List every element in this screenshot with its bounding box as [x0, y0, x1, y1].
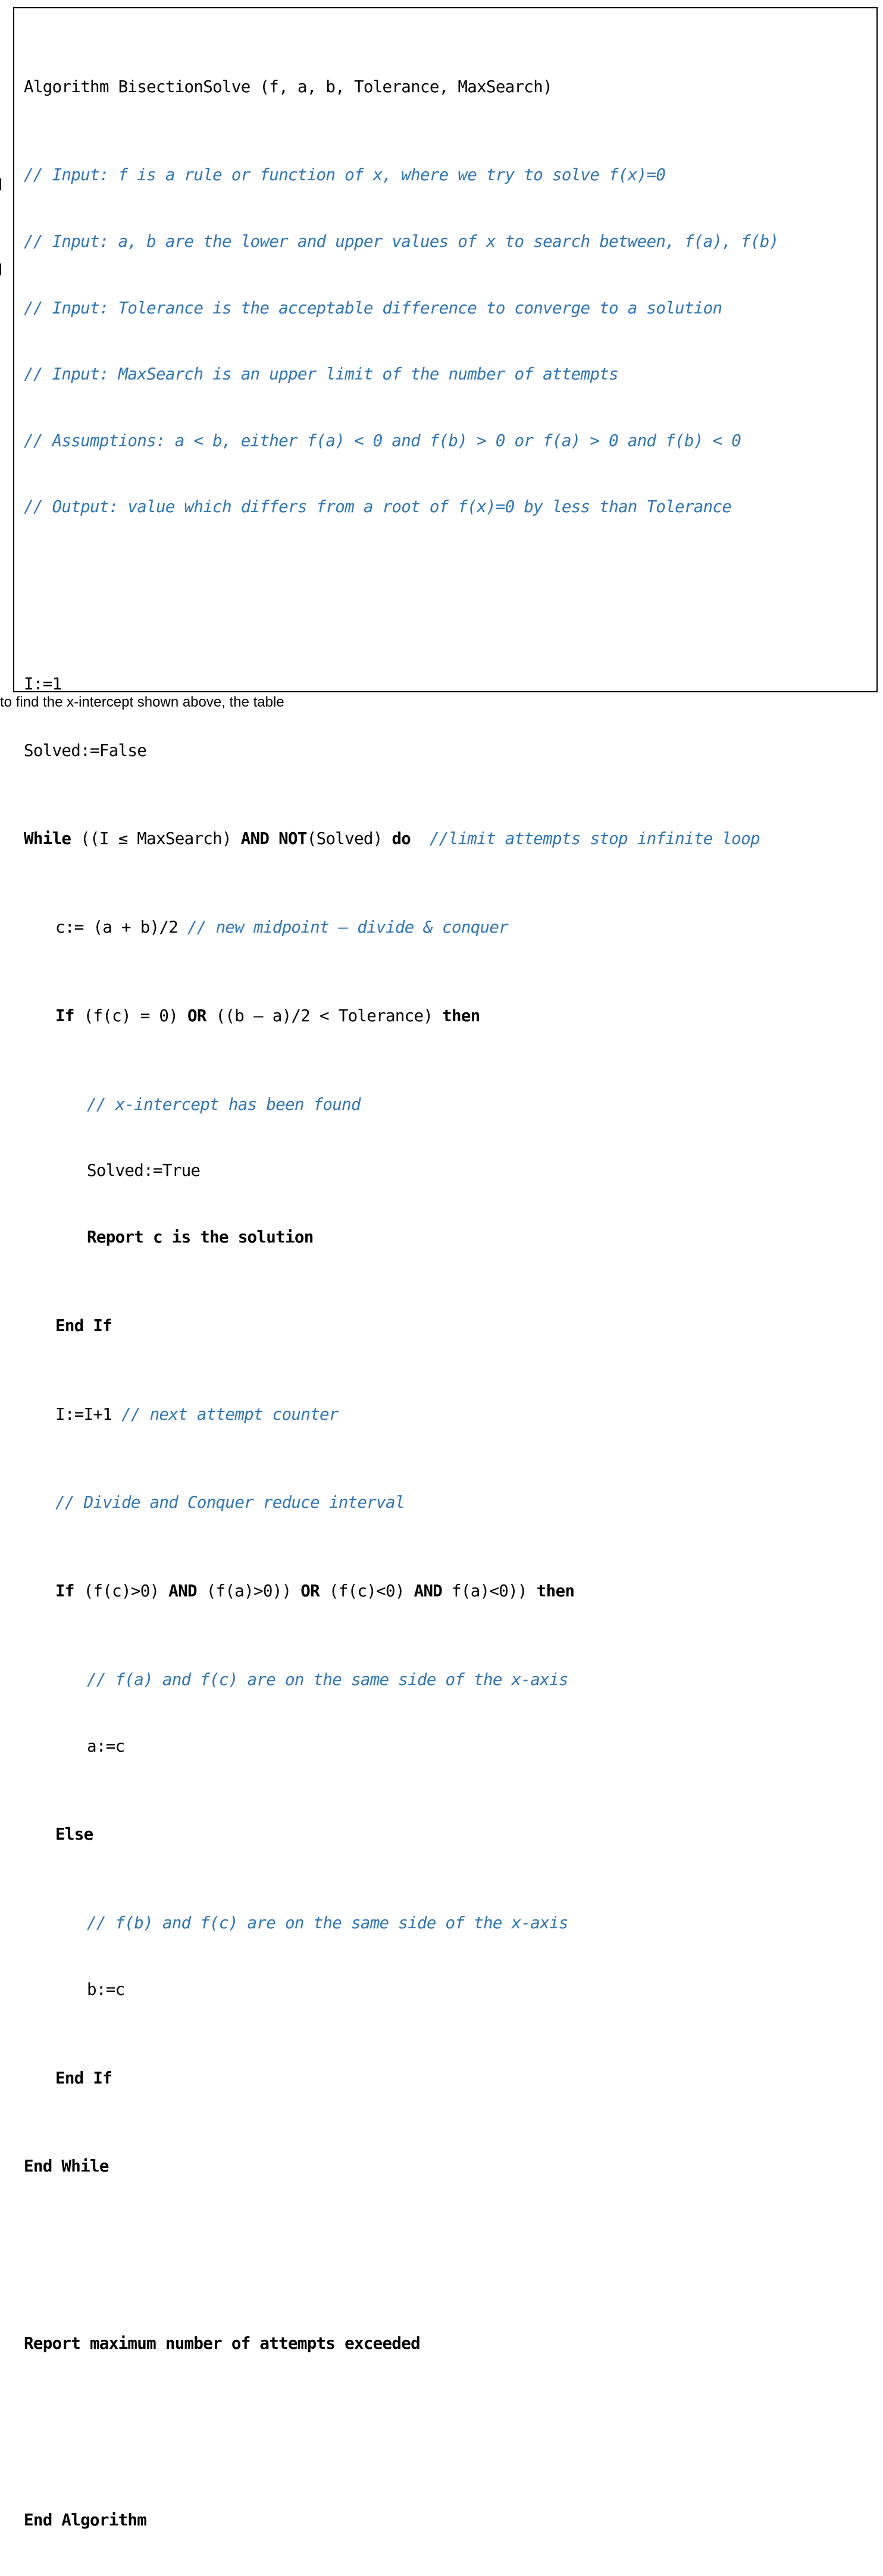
found-comment: // x-intercept has been found [87, 1094, 361, 1114]
end-if-2: End If [55, 2068, 112, 2088]
end-algorithm: End Algorithm [24, 2511, 147, 2530]
if-keyword: If [55, 1006, 74, 1025]
comment-input-maxsearch: // Input: MaxSearch is an upper limit of the number of attempts [24, 365, 618, 384]
and-keyword: AND [240, 829, 270, 849]
solved-true: Solved:=True [87, 1161, 201, 1181]
if-side-line [24, 1580, 779, 1602]
blank-line-2 [24, 2244, 779, 2266]
do-keyword: do [392, 829, 411, 849]
blank-line-3 [24, 2421, 779, 2443]
comment-assumptions: // Assumptions: a < b, either f(a) < 0 and f(b) > 0 or f(a) > 0 and f(b) < 0 [24, 431, 741, 450]
if2-condition-3: (f(c)<0) [320, 1582, 414, 1601]
init-solved: Solved:=False [24, 741, 147, 760]
pseudocode [24, 10, 779, 2576]
cut-off-body-text: to find the x-intercept shown above, the table [0, 694, 284, 710]
if2-condition-1: (f(c)>0) [74, 1582, 169, 1601]
if-solved-line [24, 1005, 779, 1027]
report-max-attempts: Report maximum number of attempts exceeded [24, 2333, 420, 2353]
and-keyword-3: AND [414, 1582, 443, 1601]
or-keyword: OR [187, 1006, 206, 1025]
if-keyword-2: If [55, 1582, 74, 1601]
comment-input-tolerance: // Input: Tolerance is the acceptable difference to converge to a solution [24, 298, 722, 318]
midpoint-comment: // new midpoint – divide & conquer [187, 918, 509, 937]
if1-condition-1: (f(c) = 0) [74, 1006, 187, 1025]
else-keyword: Else [55, 1825, 93, 1844]
then-keyword: then [442, 1006, 480, 1025]
end-while: End While [24, 2157, 109, 2176]
same-side-a-comment: // f(a) and f(c) are on the same side of the x-axis [87, 1670, 568, 1689]
margin-mark-1 [0, 178, 1, 190]
while-comment: //limit attempts stop infinite loop [411, 829, 760, 849]
and-keyword-2: AND [168, 1582, 197, 1601]
if2-condition-4: f(a)<0)) [442, 1582, 537, 1601]
if2-condition-2: (f(a)>0)) [196, 1582, 301, 1601]
then-keyword-2: then [536, 1582, 575, 1601]
end-if-1: End If [55, 1316, 112, 1335]
init-i: I:=1 [24, 674, 62, 694]
comment-input-ab: // Input: a, b are the lower and upper values of x to search between, f(a), f(b) [24, 232, 779, 251]
while-line [24, 828, 779, 850]
or-keyword-2: OR [300, 1582, 320, 1601]
assign-b: b:=c [87, 1979, 125, 1999]
not-keyword: NOT [269, 829, 307, 849]
algorithm-header: Algorithm BisectionSolve (f, a, b, Tolerance, MaxSearch) [24, 77, 552, 96]
margin-mark-2 [0, 263, 1, 275]
assign-a: a:=c [87, 1736, 125, 1756]
comment-output: // Output: value which differs from a root of f(x)=0 by less than Tolerance [24, 497, 732, 517]
increment-line [24, 1404, 779, 1426]
midpoint-code: c:= (a + b)/2 [55, 918, 187, 937]
increment-comment: // next attempt counter [121, 1404, 339, 1424]
while-keyword: While [24, 829, 71, 849]
if1-condition-2: ((b – a)/2 < Tolerance) [206, 1006, 443, 1025]
midpoint-line [24, 917, 779, 939]
reduce-comment: // Divide and Conquer reduce interval [55, 1493, 405, 1513]
while-condition-2: (Solved) [306, 829, 392, 849]
increment-code: I:=I+1 [55, 1404, 121, 1424]
same-side-b-comment: // f(b) and f(c) are on the same side of the x-axis [87, 1913, 568, 1933]
report-solution: Report c is the solution [87, 1227, 314, 1247]
blank-line [24, 585, 779, 607]
comment-input-f: // Input: f is a rule or function of x, where we try to solve f(x)=0 [24, 165, 666, 185]
while-condition-1: ((I ≤ MaxSearch) [71, 829, 241, 849]
